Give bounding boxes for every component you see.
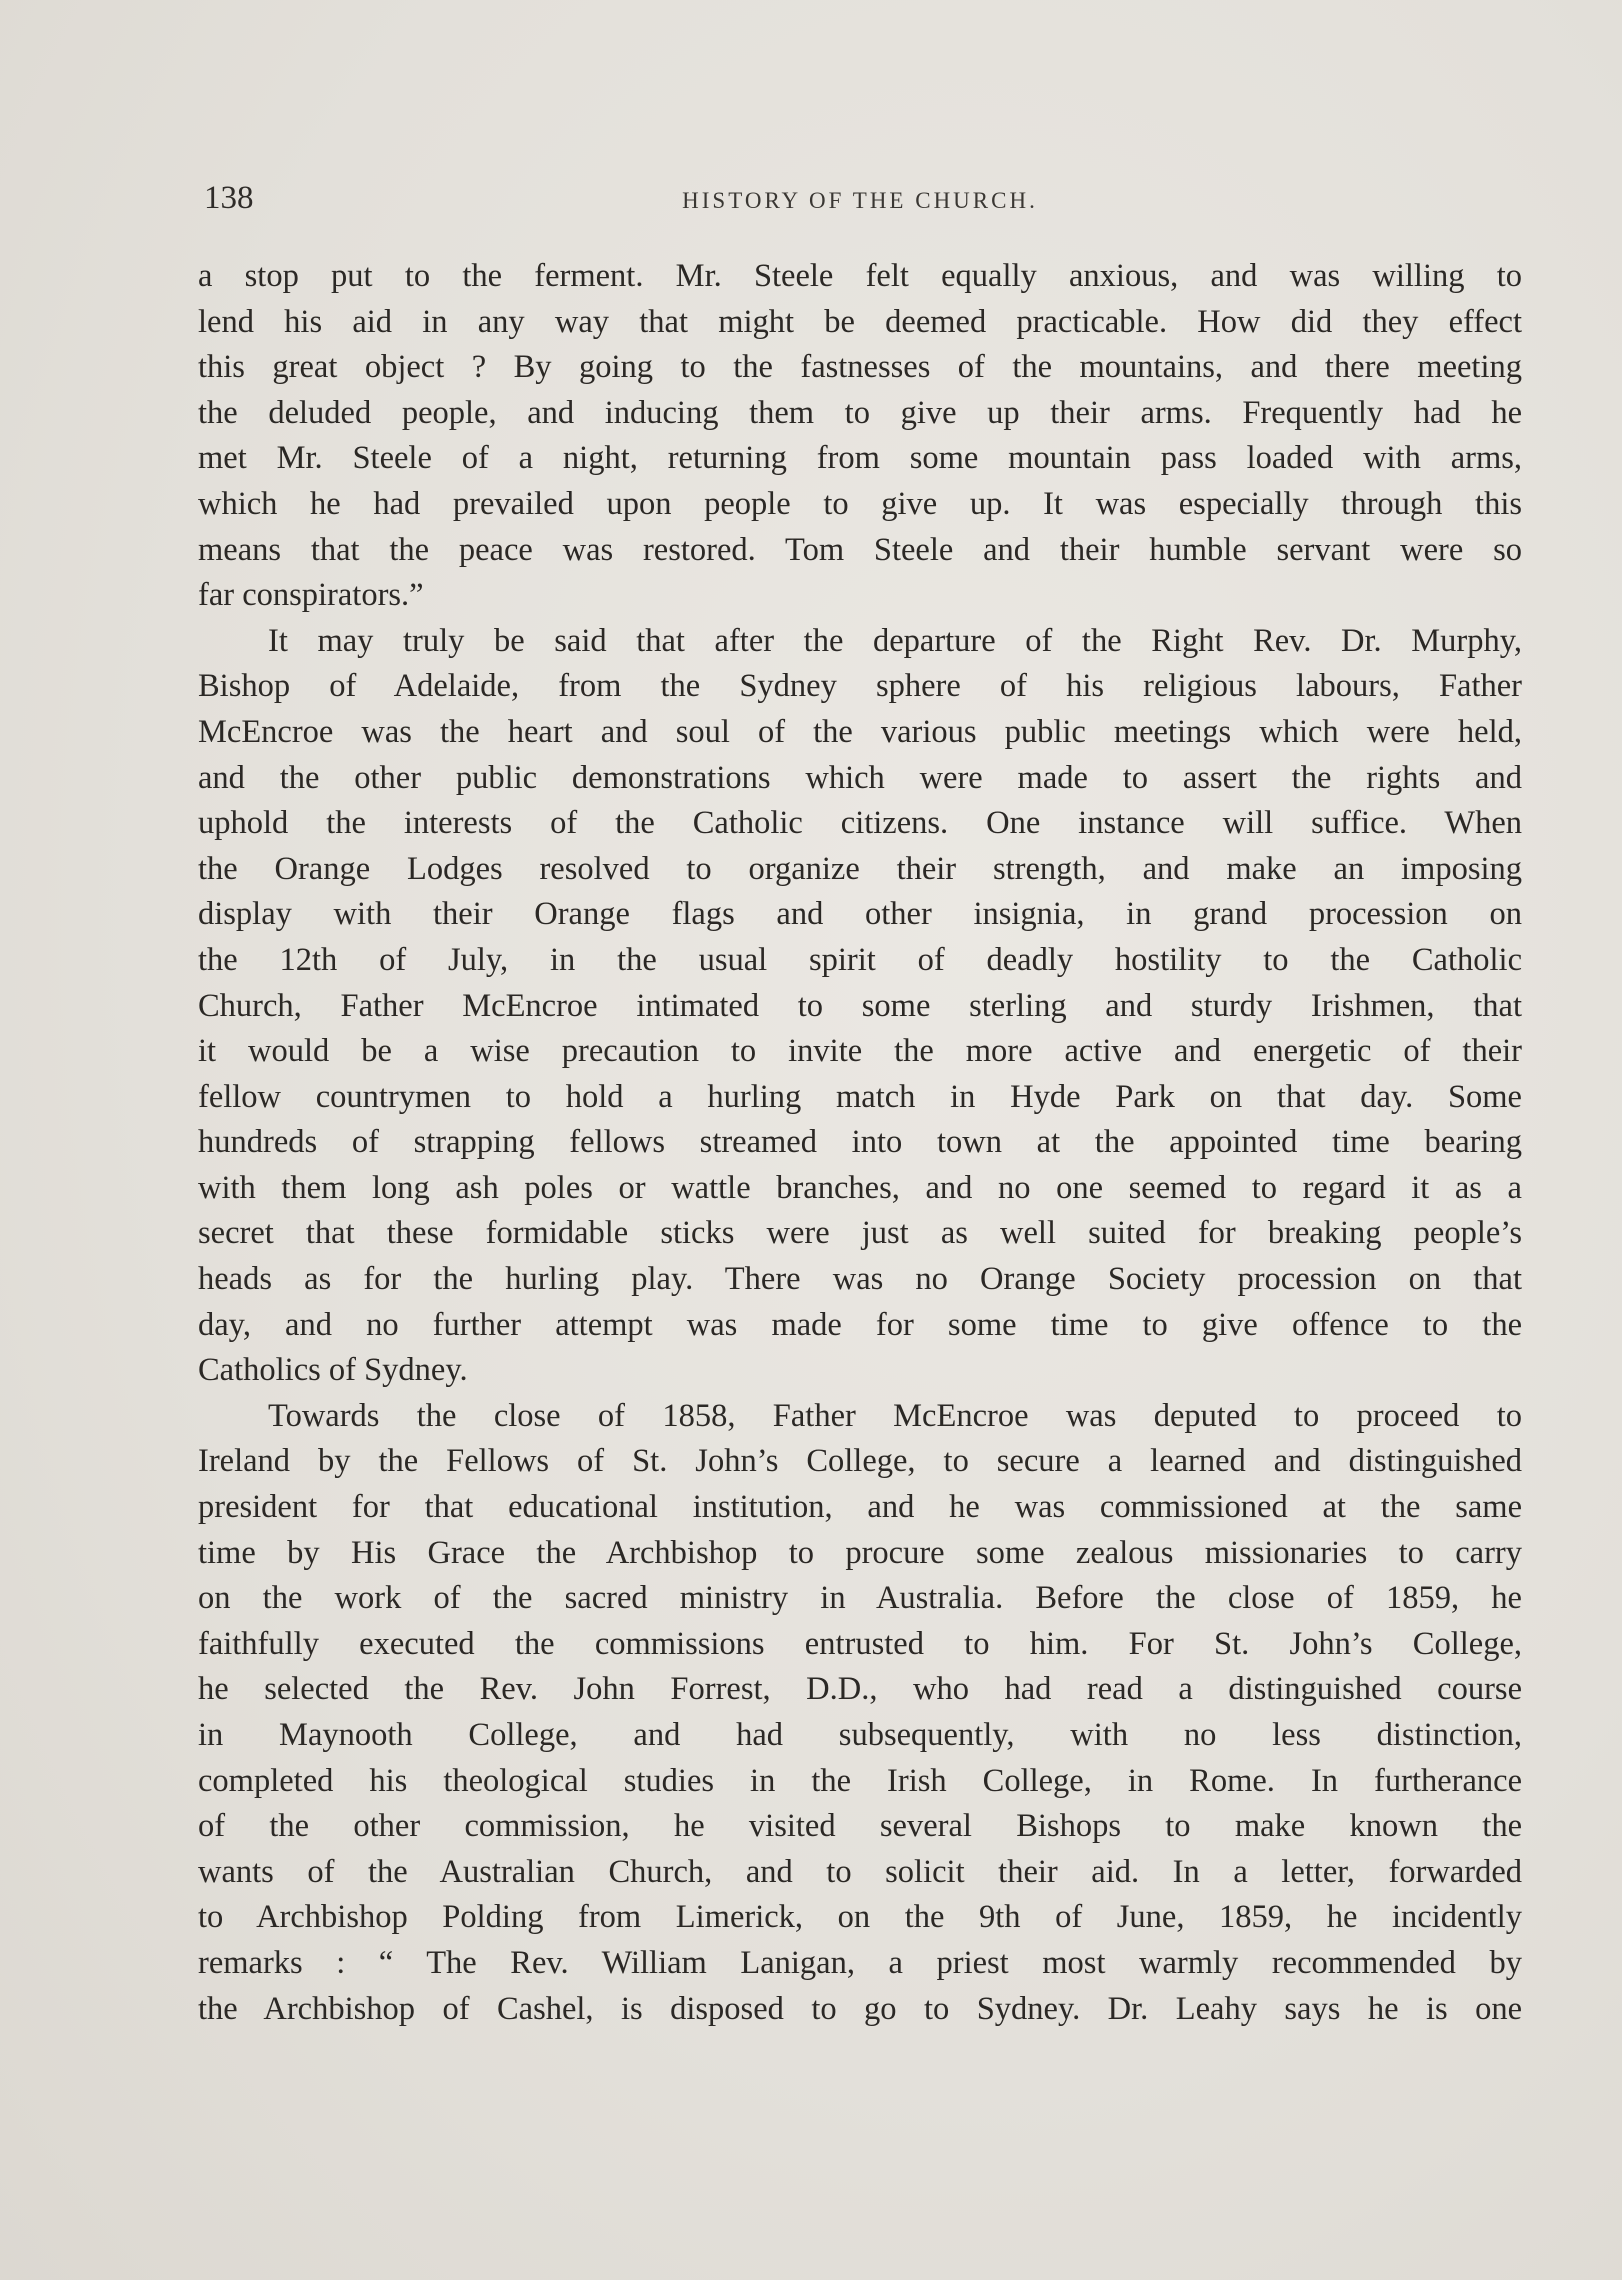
- text-line: of the other commission, he visited several Bishops to make known the: [198, 1808, 1522, 1845]
- paragraph: [198, 1394, 1522, 2032]
- text-line: president for that educational institution, and he was commissioned at the same: [198, 1489, 1522, 1526]
- text-line: display with their Orange flags and other insignia, in grand procession on: [198, 896, 1522, 933]
- text-line: hundreds of strapping fellows streamed into town at the appointed time bearing: [198, 1124, 1522, 1161]
- text-line: the Orange Lodges resolved to organize their strength, and make an imposing: [198, 850, 1522, 887]
- text-line: far conspirators.”: [198, 577, 424, 614]
- page-number: 138: [204, 180, 254, 216]
- text-line: which he had prevailed upon people to give up. It was especially through this: [198, 485, 1522, 522]
- text-line: time by His Grace the Archbishop to procure some zealous missionaries to carry: [198, 1534, 1522, 1571]
- text-line: heads as for the hurling play. There was no Orange Society procession on that: [198, 1261, 1522, 1298]
- text-line: Towards the close of 1858, Father McEncroe was deputed to proceed to: [268, 1397, 1522, 1434]
- text-line: It may truly be said that after the departure of the Right Rev. Dr. Murphy,: [268, 622, 1522, 659]
- body-text: [198, 254, 1522, 2032]
- text-line: Catholics of Sydney.: [198, 1352, 468, 1389]
- text-line: he selected the Rev. John Forrest, D.D., who had read a distinguished course: [198, 1671, 1522, 1708]
- text-line: remarks : “ The Rev. William Lanigan, a priest most warmly recommended by: [198, 1944, 1522, 1981]
- text-line: faithfully executed the commissions entrusted to him. For St. John’s College,: [198, 1625, 1522, 1662]
- text-line: it would be a wise precaution to invite the more active and energetic of their: [198, 1033, 1522, 1070]
- text-line: means that the peace was restored. Tom Steele and their humble servant were so: [198, 531, 1522, 568]
- text-line: met Mr. Steele of a night, returning from some mountain pass loaded with arms,: [198, 440, 1522, 477]
- paragraph: [198, 254, 1522, 619]
- text-line: with them long ash poles or wattle branches, and no one seemed to regard it as a: [198, 1169, 1522, 1206]
- text-line: completed his theological studies in the Irish College, in Rome. In furtherance: [198, 1762, 1522, 1799]
- text-line: a stop put to the ferment. Mr. Steele felt equally anxious, and was willing to: [198, 258, 1522, 294]
- text-line: day, and no further attempt was made for some time to give offence to the: [198, 1306, 1522, 1343]
- text-line: uphold the interests of the Catholic citizens. One instance will suffice. When: [198, 805, 1522, 842]
- text-line: Bishop of Adelaide, from the Sydney sphere of his religious labours, Father: [198, 668, 1522, 705]
- running-head: [200, 180, 1520, 224]
- text-line: the deluded people, and inducing them to give up their arms. Frequently had he: [198, 394, 1522, 431]
- text-line: on the work of the sacred ministry in Australia. Before the close of 1859, he: [198, 1580, 1522, 1617]
- text-line: wants of the Australian Church, and to solicit their aid. In a letter, forwarded: [198, 1853, 1522, 1890]
- text-line: to Archbishop Polding from Limerick, on the 9th of June, 1859, he incidently: [198, 1899, 1522, 1936]
- text-line: secret that these formidable sticks were just as well suited for breaking people’s: [198, 1215, 1522, 1252]
- paragraph: [198, 619, 1522, 1394]
- text-line: Ireland by the Fellows of St. John’s College, to secure a learned and distinguished: [198, 1443, 1522, 1480]
- text-line: McEncroe was the heart and soul of the various public meetings which were held,: [198, 713, 1522, 750]
- text-line: this great object ? By going to the fastnesses of the mountains, and there meeting: [198, 349, 1522, 386]
- text-line: lend his aid in any way that might be deemed practicable. How did they effect: [198, 303, 1522, 340]
- text-line: Church, Father McEncroe intimated to some sterling and sturdy Irishmen, that: [198, 987, 1522, 1024]
- text-line: the 12th of July, in the usual spirit of deadly hostility to the Catholic: [198, 941, 1522, 978]
- text-line: and the other public demonstrations which were made to assert the rights and: [198, 759, 1522, 796]
- text-line: in Maynooth College, and had subsequently, with no less distinction,: [198, 1717, 1522, 1753]
- running-title: HISTORY OF THE CHURCH.: [682, 188, 1038, 213]
- text-line: fellow countrymen to hold a hurling match in Hyde Park on that day. Some: [198, 1078, 1522, 1115]
- text-line: the Archbishop of Cashel, is disposed to go to Sydney. Dr. Leahy says he is one: [198, 1990, 1522, 2027]
